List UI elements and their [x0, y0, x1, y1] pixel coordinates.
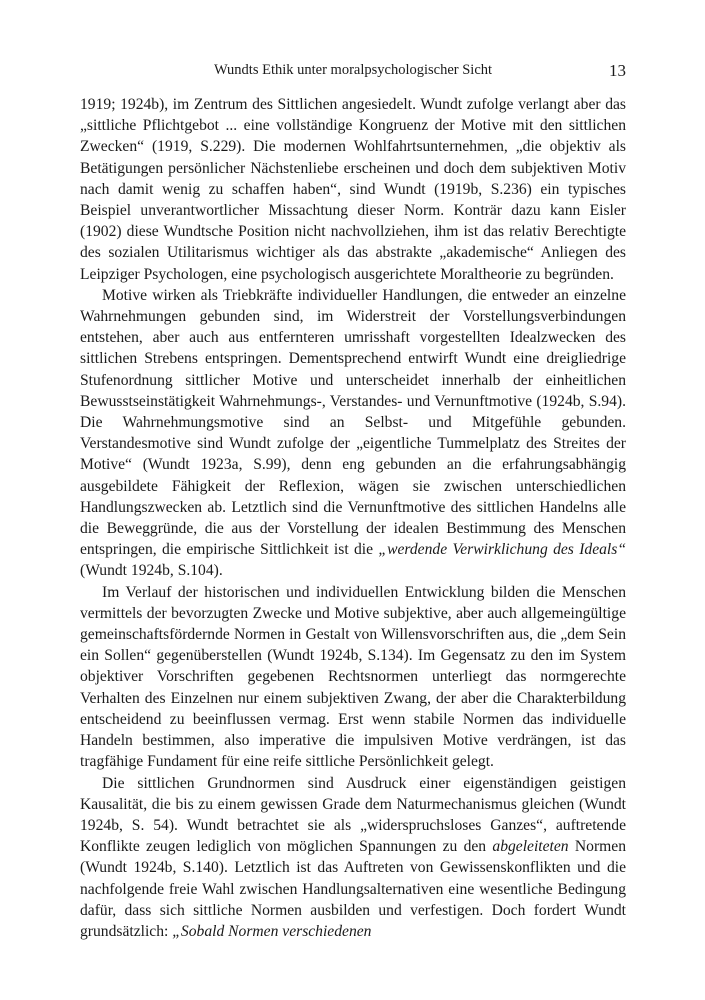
paragraph	[80, 285, 626, 582]
running-head	[80, 62, 626, 84]
italic-text-segment: „Sobald Normen verschiedenen	[172, 922, 372, 940]
text-segment: Normen (Wundt 1924b, S.140). Letztlich ist das Auftreten von Gewissenskonflikten und die nachfolgende freie Wahl zwischen Handlungsalternativen eine wesentliche Bedingung dafür, dass sich sittliche Normen ausbilden und verfestigen. Doch fordert Wundt grundsätzlich:	[80, 838, 626, 940]
text-segment: (Wundt 1924b, S.104).	[80, 562, 223, 580]
running-title: Wundts Ethik unter moralpsychologischer Sicht	[213, 62, 493, 78]
paragraph	[80, 582, 626, 773]
italic-text-segment: „werdende Verwirklichung des Ideals“	[378, 541, 627, 559]
body-text	[80, 94, 626, 942]
text-segment: Im Verlauf der historischen und individuellen Entwicklung bilden die Menschen vermittels der bevorzugten Zwecke und Motive subjektive, aber auch allgemeingültige gemeinschaftsfördernde Normen in Gestalt von Willensvorschriften aus, die „dem Sein ein Sollen“ gegenüberstellen (Wundt 1924b, S.134). Im Gegensatz zu den im System objektiver Vorschriften gegebenen Rechtsnormen unterliegt das normgerechte Verhalten des Einzelnen nur einem subjektiven Zwang, der aber die Charakterbildung entscheidend zu beeinflussen vermag. Erst wenn stabile Normen das individuelle Handeln bestimmen, also imperative die impulsiven Motive verdrängen, ist das tragfähige Fundament für eine reife sittliche Persönlichkeit gelegt.	[80, 583, 626, 771]
paragraph	[80, 773, 626, 943]
page-number: 13	[609, 61, 626, 80]
text-segment: 1919; 1924b), im Zentrum des Sittlichen angesiedelt. Wundt zufolge verlangt aber das „sittliche Pflichtgebot ... eine vollständige Kongruenz der Motive mit den sittlichen Zwecken“ (1919, S.229). Die modernen Wohlfahrtsunternehmen, „die objektiv als Betätigungen persönlicher Nächstenliebe erscheinen und doch dem subjektiven Motiv nach damit wenig zu schaffen haben“, sind Wundt (1919b, S.236) ein typisches Beispiel unverantwortlicher Missachtung dieser Norm. Konträr dazu kann Eisler (1902) diese Wundtsche Position nicht nachvollziehen, ihm ist das relativ Berechtigte des sozialen Utilitarismus wichtiger als das abstrakte „akademische“ Anliegen des Leipziger Psychologen, eine psychologisch ausgerichtete Moraltheorie zu begründen.	[80, 96, 626, 283]
text-segment: Motive wirken als Triebkräfte individueller Handlungen, die entweder an einzelne Wahrnehmungen gebunden sind, im Widerstreit der Vorstellungsverbindungen entstehen, aber auch aus entfernteren umrisshaft vorgestellten Idealzwecken des sittlichen Strebens entspringen. Dementsprechend entwirft Wundt eine dreigliedrige Stufenordnung sittlicher Motive und unterscheidet innerhalb der einheitlichen Bewusstseinstätigkeit Wahrnehmungs-, Verstandes- und Vernunftmotive (1924b, S.94). Die Wahrnehmungsmotive sind an Selbst- und Mitgefühle gebunden. Verstandesmotive sind Wundt zufolge der „eigentliche Tummelplatz des Streites der Motive“ (Wundt 1923a, S.99), denn eng gebunden an die erfahrungsabhängig ausgebildete Fähigkeit der Reflexion, wägen sie zwischen unterschiedlichen Handlungszwecken ab. Letztlich sind die Vernunftmotive des sittlichen Handelns alle die Beweggründe, die aus der Vorstellung der idealen Bestimmung des Menschen entspringen, die empirische Sittlichkeit ist die	[80, 286, 626, 559]
italic-text-segment: abgeleiteten	[492, 838, 569, 856]
paragraph	[80, 94, 626, 285]
text-segment: Die sittlichen Grundnormen sind Ausdruck einer eigenständigen geistigen Kausalität, die bis zu einem gewissen Grade dem Naturmechanismus gleichen (Wundt 1924b, S. 54). Wundt betrachtet sie als „widerspruchsloses Ganzes“, auftretende Konflikte zeugen lediglich von möglichen Spannungen zu den	[80, 774, 626, 856]
